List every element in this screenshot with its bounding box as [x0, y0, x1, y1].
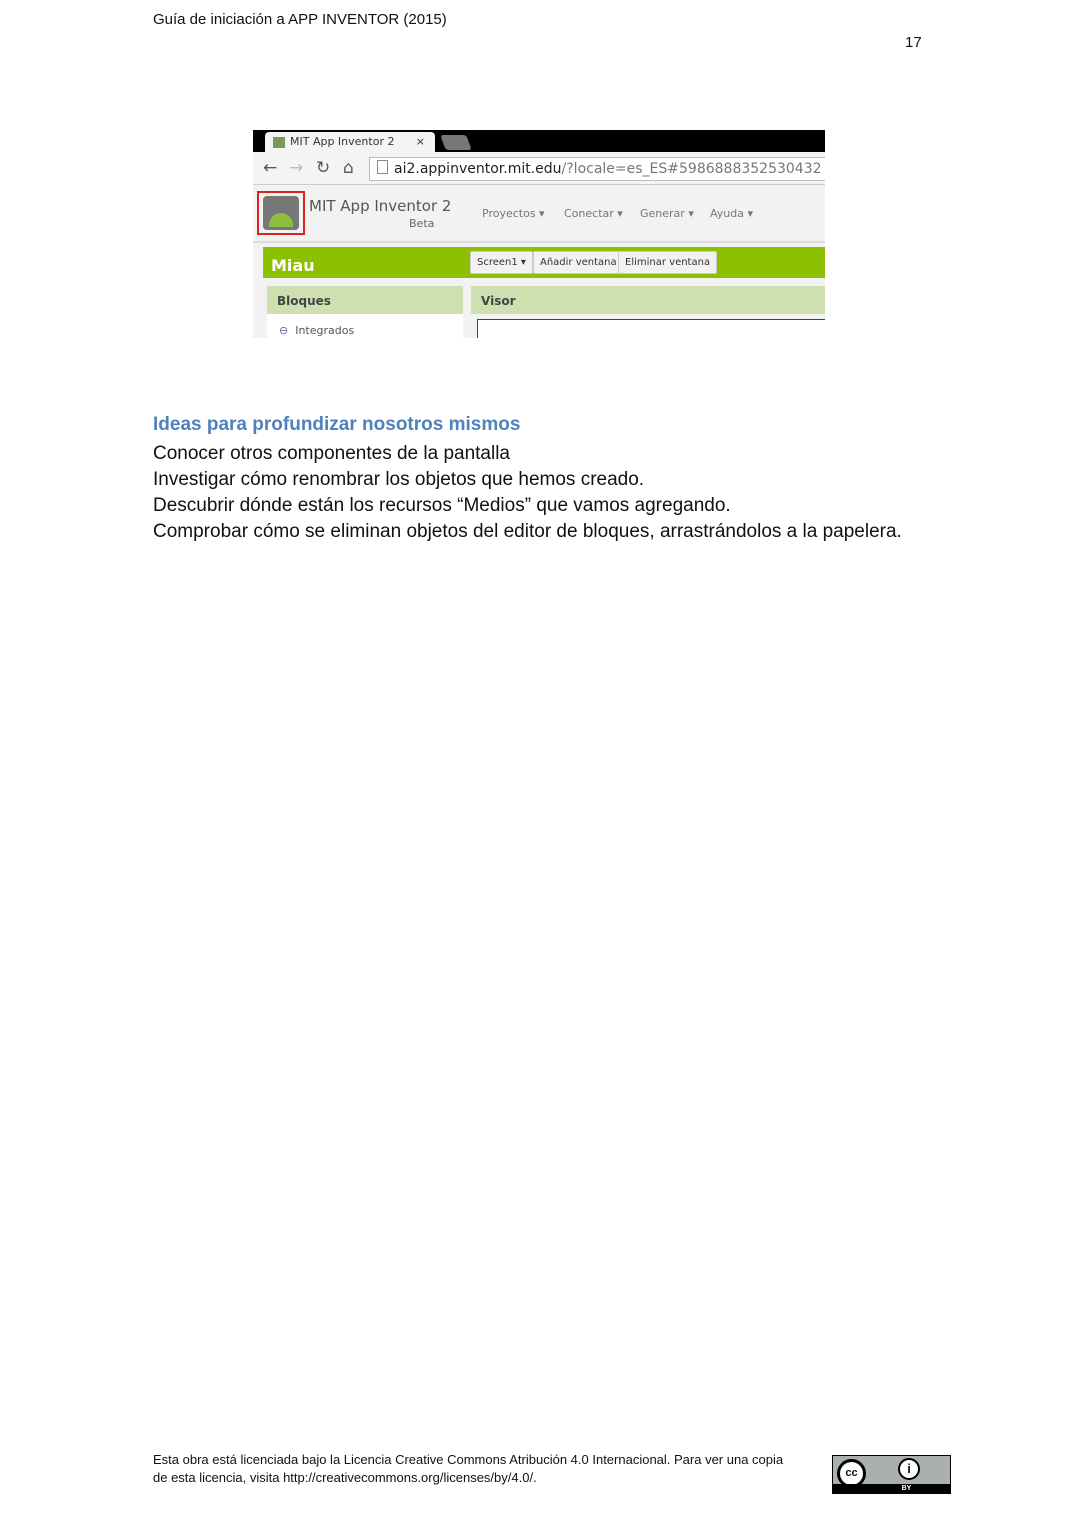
idea-line: Descubrir dónde están los recursos “Medios” que vamos agregando.: [153, 495, 731, 516]
app-inventor-logo-icon: [257, 191, 305, 235]
browser-tab: [265, 132, 435, 152]
tab-title: MIT App Inventor 2: [290, 135, 395, 148]
url-field: [369, 157, 825, 181]
remove-screen-button: Eliminar ventana: [618, 251, 717, 274]
reload-icon: ↻: [316, 158, 331, 178]
favicon-icon: [273, 137, 285, 148]
project-bar: [263, 247, 825, 278]
license-text: Esta obra está licenciada bajo la Licencia Creative Commons Atribución 4.0 Internacional. Para ver una copia de esta licencia, visita http://creativecommons.org/licenses/by/4.0/.: [153, 1452, 784, 1485]
idea-line: Conocer otros componentes de la pantalla: [153, 443, 511, 464]
url-path: /?locale=es_ES#5986888352530432: [561, 161, 822, 177]
page-icon: [377, 160, 388, 174]
close-icon: ×: [415, 135, 425, 148]
section-heading: Ideas para profundizar nosotros mismos: [153, 414, 521, 435]
home-icon: ⌂: [343, 158, 354, 178]
running-header: Guía de iniciación a APP INVENTOR (2015): [153, 11, 447, 28]
tree-item-builtin: Integrados: [295, 324, 355, 337]
cc-icon: cc: [837, 1459, 866, 1488]
viewer-panel-header: Visor: [471, 286, 825, 314]
cc-by-badge: [832, 1455, 951, 1494]
attribution-icon: i: [898, 1458, 920, 1480]
page-number: 17: [905, 34, 922, 51]
back-icon: ←: [263, 158, 278, 178]
menu-proyectos: Proyectos ▾: [482, 207, 545, 220]
address-bar: [253, 152, 825, 185]
project-name: Miau: [271, 256, 315, 275]
idea-line: Comprobar cómo se eliminan objetos del editor de bloques, arrastrándolos a la papelera.: [153, 521, 902, 542]
viewer-area: [477, 319, 825, 338]
new-tab-icon: [440, 135, 471, 150]
forward-icon: →: [289, 158, 304, 178]
screen-select: Screen1 ▾: [470, 251, 533, 274]
url-domain: ai2.appinventor.mit.edu: [394, 161, 562, 177]
add-screen-button: Añadir ventana: [533, 251, 624, 274]
app-header: [253, 185, 825, 243]
app-inventor-screenshot: [253, 130, 825, 338]
collapse-icon: ⊖: [279, 324, 289, 337]
idea-line: Investigar cómo renombrar los objetos que hemos creado.: [153, 469, 645, 490]
menu-generar: Generar ▾: [640, 207, 694, 220]
browser-tab-bar: [253, 130, 825, 152]
by-label: BY: [833, 1484, 950, 1493]
app-subtitle: Beta: [409, 217, 435, 230]
menu-ayuda: Ayuda ▾: [710, 207, 754, 220]
blocks-panel-header: Bloques: [267, 286, 463, 314]
menu-conectar: Conectar ▾: [564, 207, 623, 220]
blocks-tree: [267, 314, 463, 338]
app-title: MIT App Inventor 2: [309, 197, 452, 215]
